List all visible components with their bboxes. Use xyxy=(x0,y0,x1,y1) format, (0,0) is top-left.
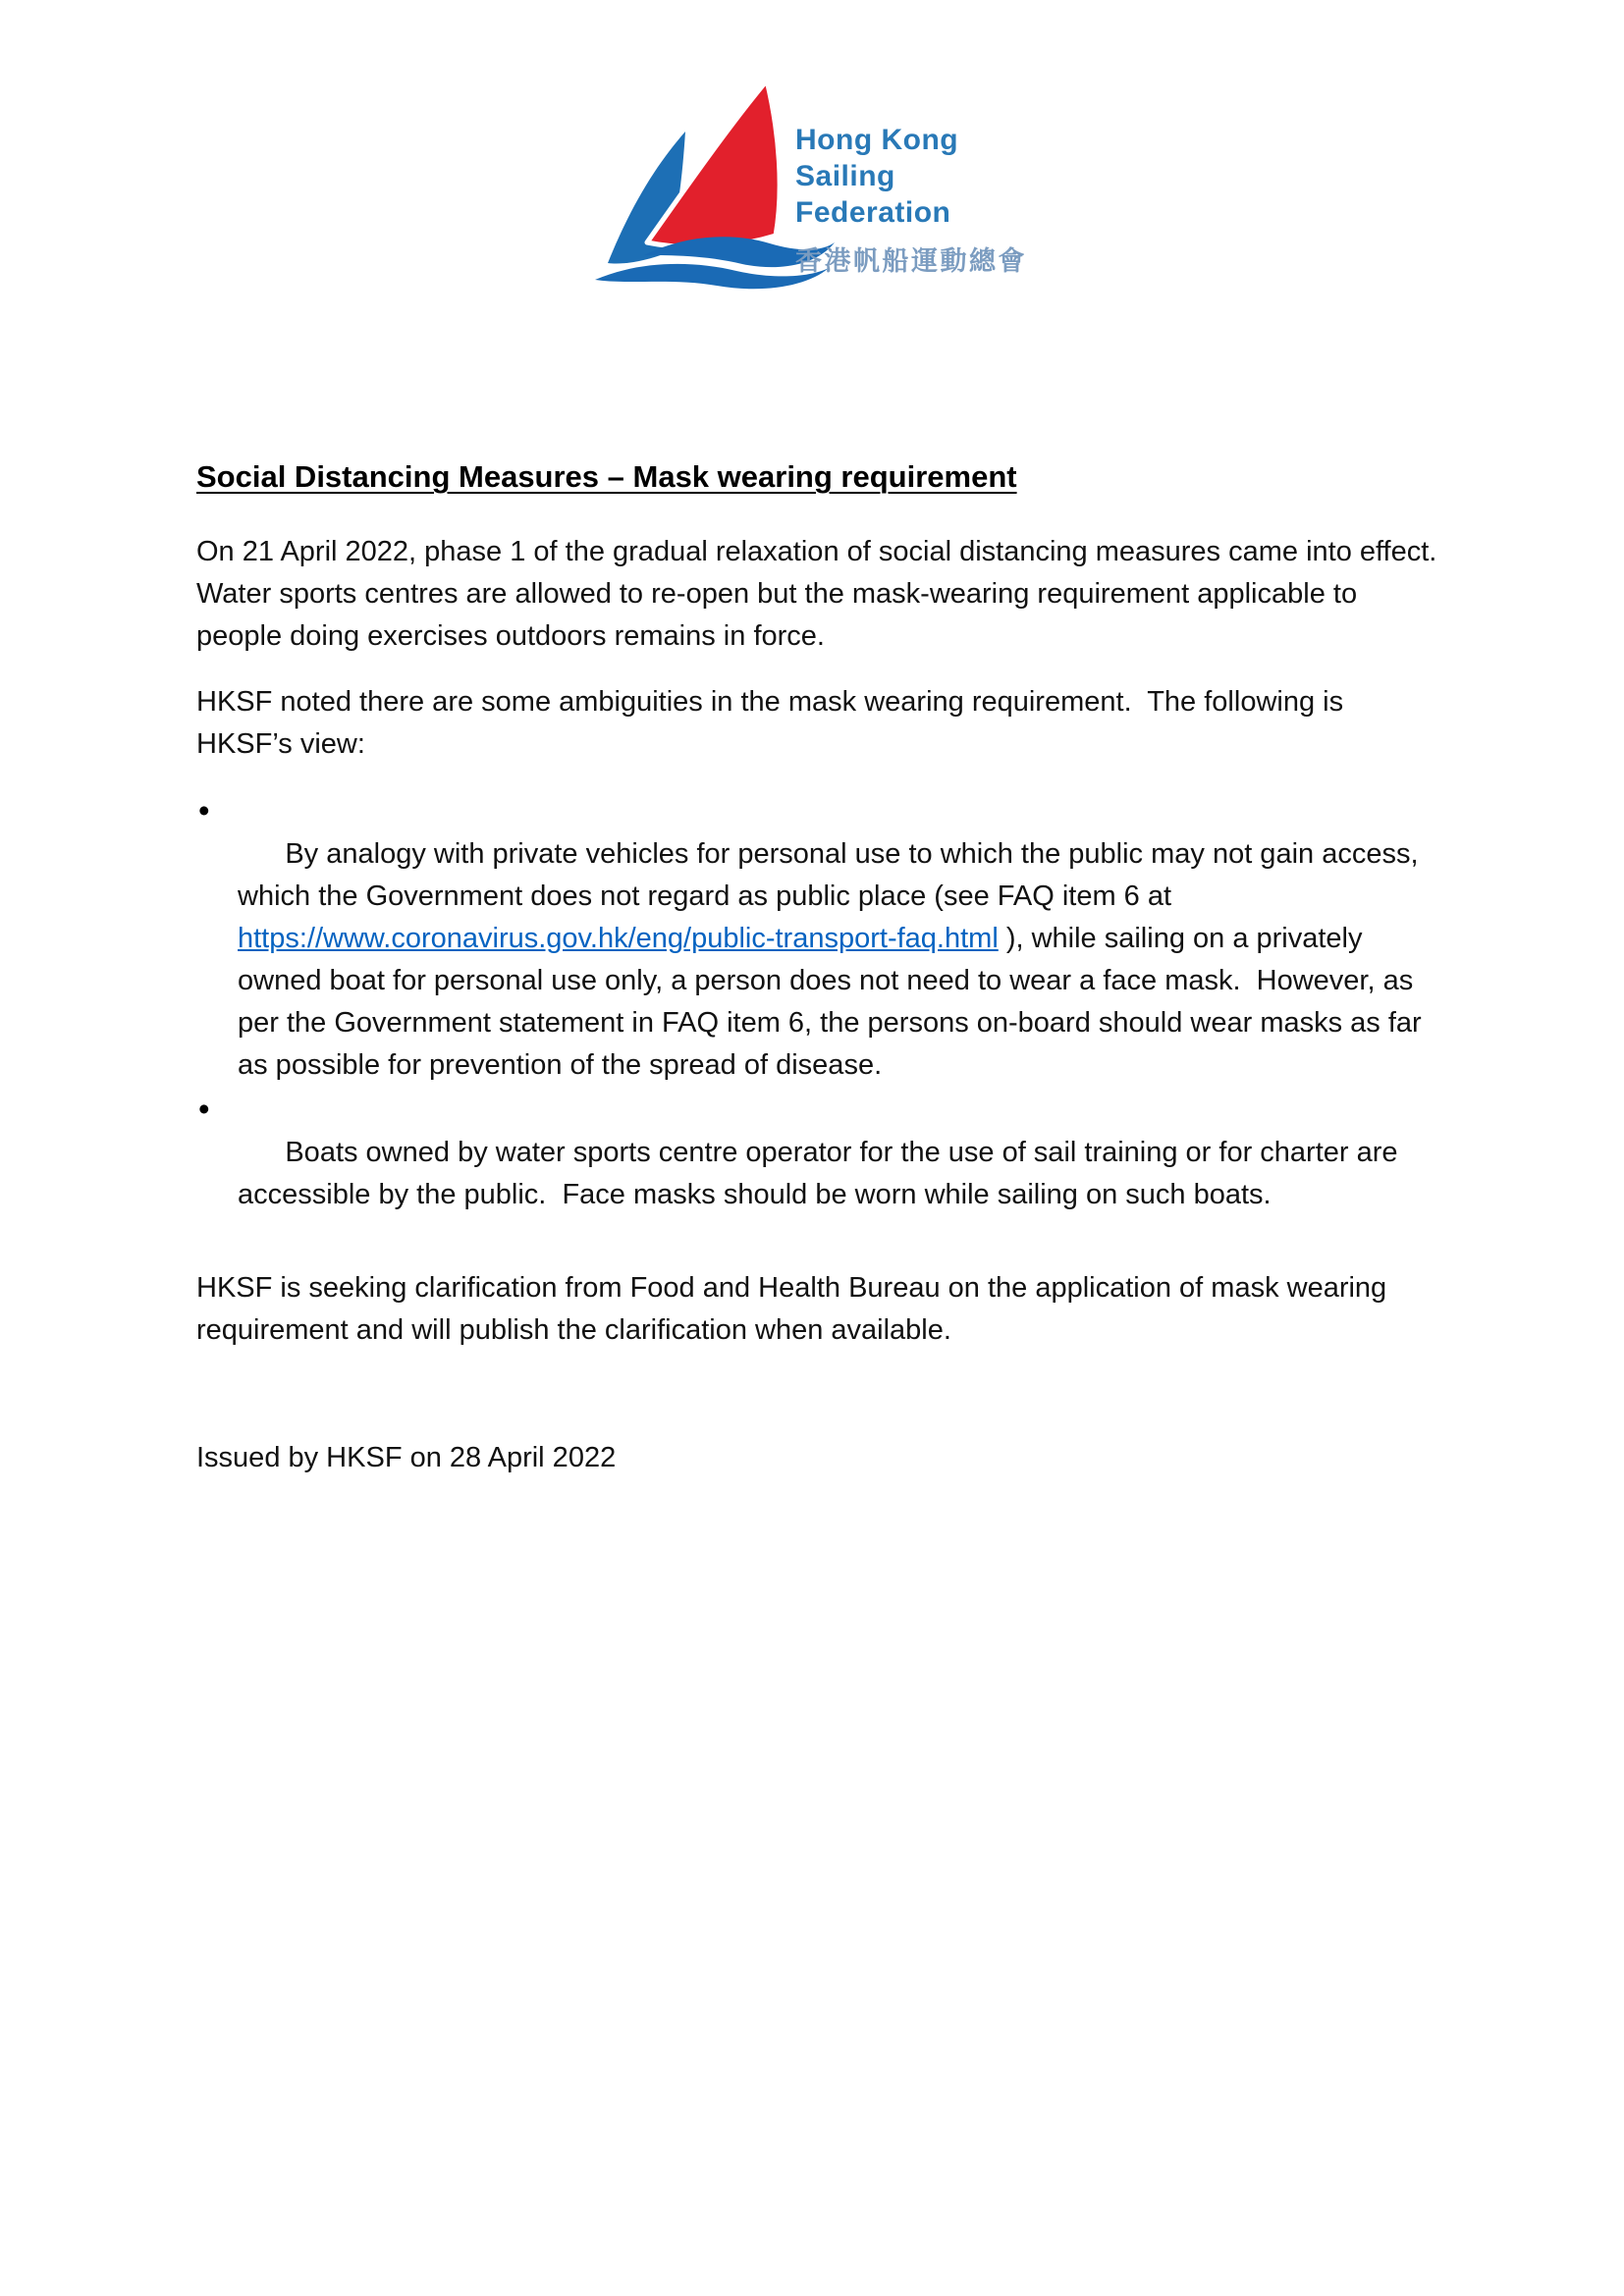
logo-text-block xyxy=(795,122,1049,278)
document-title: Social Distancing Measures – Mask wearing requirement xyxy=(196,459,1017,494)
logo-org-name-line2: Sailing Federation xyxy=(795,160,951,229)
paragraph-intro: On 21 April 2022, phase 1 of the gradual relaxation of social distancing measures came into effect. Water sports centres are allowed to re-open but the mask-wearing requirement applicable to people doing exercises outdoors remains in force. xyxy=(196,536,1453,652)
bullet1-text-after-link: ), while sailing on a privately owned boat for personal use only, a person does not need to wear a face mask. However, as per the Government statement in FAQ item 6, the persons on-board should wear masks as far as possible for prevention of the spread of disease. xyxy=(238,923,1430,1081)
issued-line: Issued by HKSF on 28 April 2022 xyxy=(196,1442,617,1473)
hksf-logo xyxy=(587,77,1049,300)
coronavirus-faq-link[interactable]: https://www.coronavirus.gov.hk/eng/public-transport-faq.html xyxy=(238,923,999,954)
bullet-private-boats xyxy=(196,791,1443,1129)
wave-lower-icon xyxy=(595,264,829,289)
bullet1-text-before-link: By analogy with private vehicles for personal use to which the public may not gain access, which the Government does not regard as public place (see FAQ item 6 at xyxy=(238,838,1427,912)
logo-org-name-line1: Hong Kong xyxy=(795,124,959,156)
bullet-marker: • xyxy=(198,792,210,828)
bullet-marker: • xyxy=(198,1091,210,1127)
logo-org-name-chinese: 香港帆船運動總會 xyxy=(795,246,1027,276)
paragraph-ambiguities: HKSF noted there are some ambiguities in the mask wearing requirement. The following is HKSF’s view: xyxy=(196,686,1352,760)
bullet2-text: Boats owned by water sports centre operator for the use of sail training or for charter are accessible by the public. Face masks should be worn while sailing on such boats. xyxy=(238,1137,1406,1210)
bullet-charter-boats xyxy=(196,1090,1443,1258)
paragraph-clarification: HKSF is seeking clarification from Food and Health Bureau on the application of mask wearing requirement and will publish the clarification when available. xyxy=(196,1272,1395,1346)
